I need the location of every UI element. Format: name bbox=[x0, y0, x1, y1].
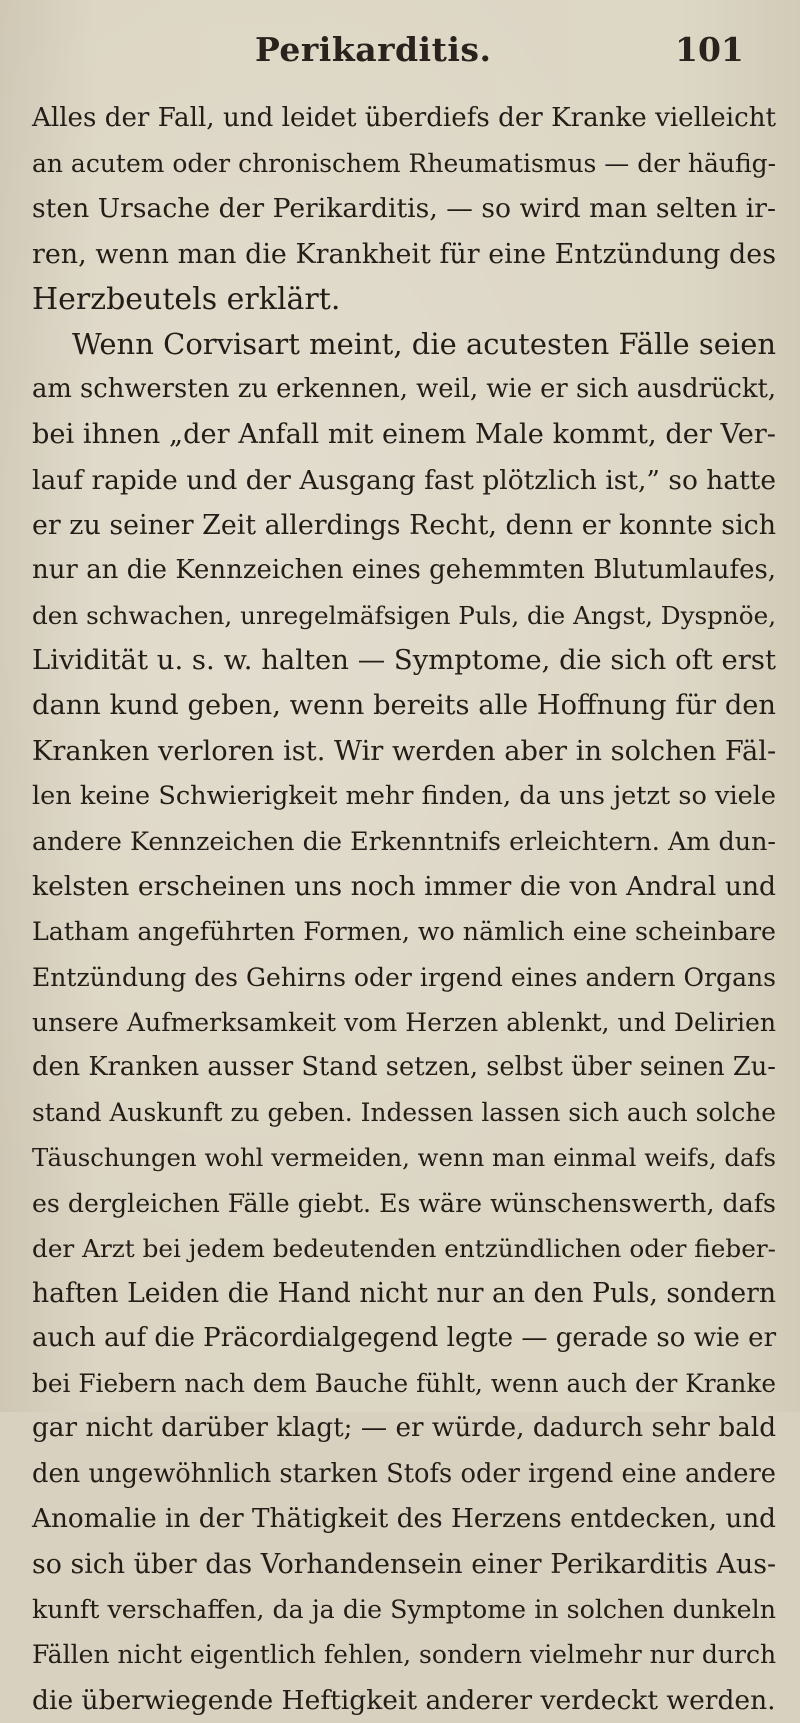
text-line: nur an die Kennzeichen eines gehemmten Blutumlaufes, bbox=[32, 554, 776, 585]
text-line: Herzbeutels erklärt. bbox=[32, 281, 341, 317]
text-line: am schwersten zu erkennen, weil, wie er sich ausdrückt, bbox=[32, 374, 777, 405]
text-line: sten Ursache der Perikarditis, — so wird man selten ir- bbox=[32, 193, 776, 225]
text-line: auch auf die Präcordialgegend legte — gerade so wie er bbox=[32, 1323, 777, 1354]
page-number: 101 bbox=[675, 30, 744, 69]
text-line: Alles der Fall, und leidet überdiefs der Kranke vielleicht bbox=[32, 103, 776, 133]
text-line: gar nicht darüber klagt; — er würde, dadurch sehr bald bbox=[32, 1413, 776, 1444]
running-title: Perikarditis. bbox=[255, 30, 492, 69]
text-line: Lividität u. s. w. halten — Symptome, die sich oft erst bbox=[32, 645, 776, 677]
text-line: unsere Aufmerksamkeit vom Herzen ablenkt, und Delirien bbox=[32, 1007, 776, 1037]
text-line: Anomalie in der Thätigkeit des Herzens entdecken, und bbox=[32, 1503, 776, 1534]
page-header bbox=[0, 22, 800, 72]
text-line: haften Leiden die Hand nicht nur an den Puls, sondern bbox=[32, 1277, 776, 1309]
text-line: bei Fiebern nach dem Bauche fühlt, wenn auch der Kranke bbox=[32, 1369, 776, 1399]
body-text bbox=[32, 96, 776, 1723]
text-line: Entzündung des Gehirns oder irgend eines andern Organs bbox=[32, 962, 776, 992]
text-line: lauf rapide und der Ausgang fast plötzlich ist,” so hatte bbox=[32, 464, 776, 496]
text-line: den schwachen, unregelmäfsigen Puls, die Angst, Dyspnöe, bbox=[32, 601, 777, 631]
text-line: es dergleichen Fälle giebt. Es wäre wünschenswerth, dafs bbox=[32, 1188, 776, 1218]
text-line: Latham angeführten Formen, wo nämlich eine scheinbare bbox=[32, 917, 776, 947]
text-line: so sich über das Vorhandensein einer Perikarditis Aus- bbox=[32, 1549, 776, 1580]
text-line: kunft verschaffen, da ja die Symptome in solchen dunkeln bbox=[32, 1595, 776, 1625]
text-line: Wenn Corvisart meint, die acutesten Fälle seien bbox=[72, 326, 776, 361]
text-line: der Arzt bei jedem bedeutenden entzündlichen oder fieber- bbox=[32, 1233, 776, 1263]
text-line: den ungewöhnlich starken Stofs oder irgend eine andere bbox=[32, 1458, 776, 1489]
text-line: ren, wenn man die Krankheit für eine Entzündung des bbox=[32, 238, 776, 270]
text-line: dann kund geben, wenn bereits alle Hoffnung für den bbox=[32, 690, 776, 722]
text-line: Täuschungen wohl vermeiden, wenn man einmal weifs, dafs bbox=[32, 1143, 776, 1173]
text-line: an acutem oder chronischem Rheumatismus — der häufig- bbox=[32, 149, 777, 179]
text-line: kelsten erscheinen uns noch immer die von Andral und bbox=[32, 871, 776, 903]
text-line: Fällen nicht eigentlich fehlen, sondern vielmehr nur durch bbox=[32, 1640, 777, 1670]
text-line: len keine Schwierigkeit mehr finden, da uns jetzt so viele bbox=[32, 780, 776, 811]
text-line: stand Auskunft zu geben. Indessen lassen sich auch solche bbox=[32, 1098, 776, 1128]
text-line: Kranken verloren ist. Wir werden aber in solchen Fäl- bbox=[32, 735, 777, 767]
text-line: die überwiegende Heftigkeit anderer verdeckt werden. bbox=[32, 1684, 776, 1716]
text-line: andere Kennzeichen die Erkenntnifs erleichtern. Am dun- bbox=[32, 826, 776, 856]
text-line: den Kranken ausser Stand setzen, selbst über seinen Zu- bbox=[32, 1051, 776, 1082]
text-line: bei ihnen „der Anfall mit einem Male kommt, der Ver- bbox=[32, 419, 776, 451]
text-line: er zu seiner Zeit allerdings Recht, denn er konnte sich bbox=[32, 509, 776, 541]
